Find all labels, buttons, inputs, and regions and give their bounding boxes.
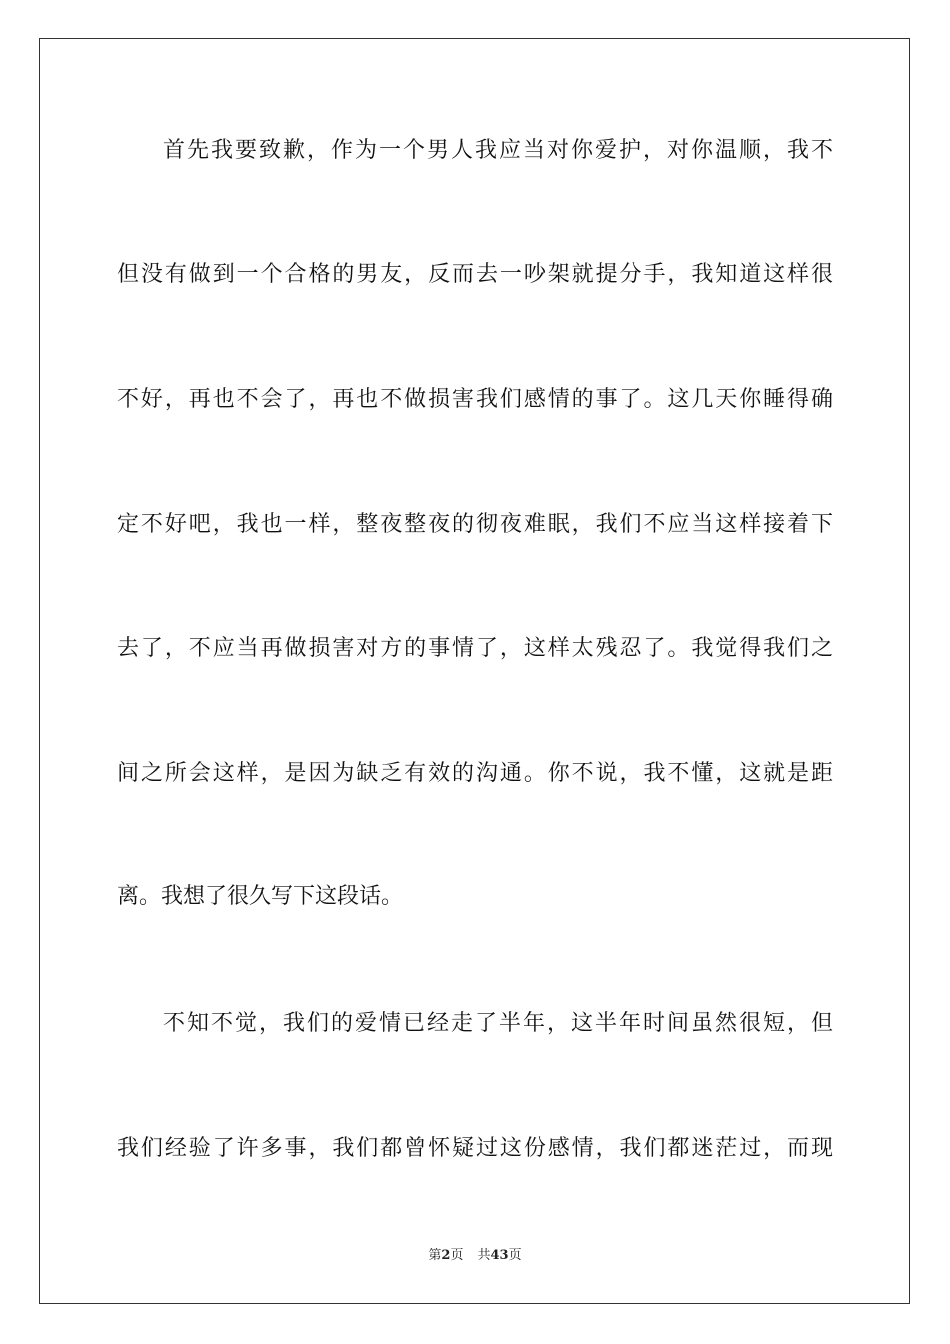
paragraph-1-line-5: 去了，不应当再做损害对方的事情了，这样太残忍了。我觉得我们之 — [117, 636, 833, 661]
page-footer — [0, 1247, 950, 1265]
paragraph-2-line-1: 不知不觉，我们的爱情已经走了半年，这半年时间虽然很短，但 — [163, 1011, 833, 1036]
total-pages-suffix: 页 — [508, 1248, 522, 1263]
total-pages-prefix: 共 — [477, 1248, 491, 1263]
page-number-suffix: 页 — [450, 1248, 464, 1263]
paragraph-1-line-1: 首先我要致歉，作为一个男人我应当对你爱护，对你温顺，我不 — [163, 138, 833, 163]
total-pages-number: 43 — [490, 1248, 509, 1263]
paragraph-1-line-7: 离。我想了很久写下这段话。 — [117, 884, 404, 909]
paragraph-1-line-4: 定不好吧，我也一样，整夜整夜的彻夜难眠，我们不应当这样接着下 — [117, 512, 833, 537]
page-border — [39, 38, 910, 1304]
paragraph-1-line-6: 间之所会这样，是因为缺乏有效的沟通。你不说，我不懂，这就是距 — [117, 761, 833, 786]
current-page-number: 2 — [441, 1248, 451, 1263]
page-number-prefix: 第 — [428, 1248, 442, 1263]
paragraph-2-line-2: 我们经验了许多事，我们都曾怀疑过这份感情，我们都迷茫过，而现 — [117, 1136, 833, 1161]
paragraph-1-line-2: 但没有做到一个合格的男友，反而去一吵架就提分手，我知道这样很 — [117, 262, 833, 287]
paragraph-1-line-3: 不好，再也不会了，再也不做损害我们感情的事了。这几天你睡得确 — [117, 387, 833, 412]
